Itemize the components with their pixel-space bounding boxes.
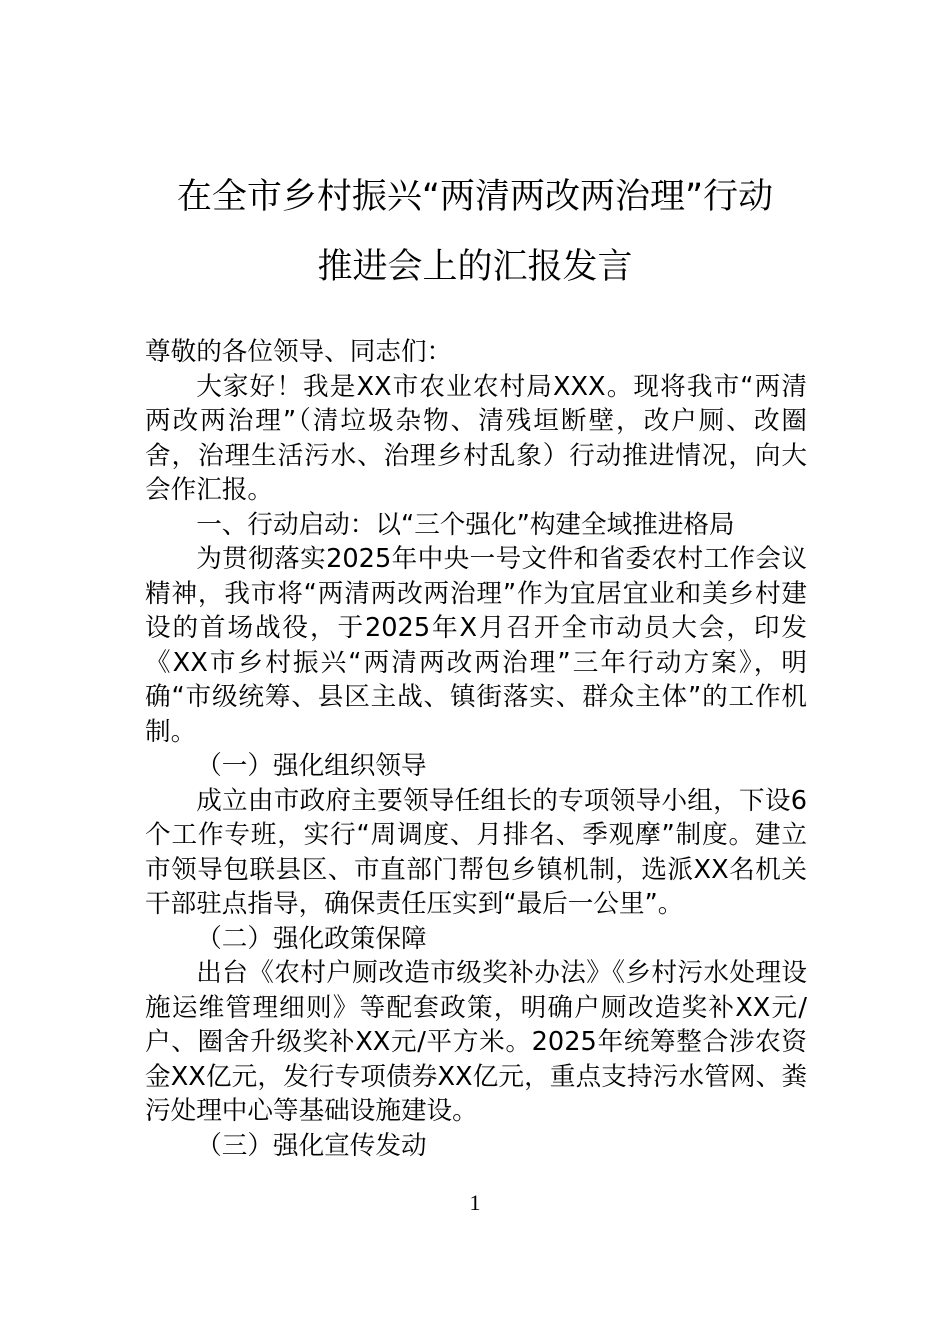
salutation: 尊敬的各位领导、同志们： bbox=[145, 337, 453, 367]
paragraph-policy: 出台《农村户厕改造市级奖补办法》《乡村污水处理设施运维管理细则》等配套政策，明确户厕改造奖补XX元/户、圈舍升级奖补XX元/平方米。2025年统筹整合涉农资金XX亿元，发行专项债券XX亿元，重点支持污水管网、粪污处理中心等基础设施建设。 bbox=[145, 958, 807, 1126]
subheading-2: （二）强化政策保障 bbox=[196, 923, 427, 954]
page-number: 1 bbox=[469, 1190, 481, 1215]
subheading-1: （一）强化组织领导 bbox=[196, 751, 427, 781]
paragraph-organization: 成立由市政府主要领导任组长的专项领导小组，下设6个工作专班，实行“周调度、月排名、季观摩”制度。建立市领导包联县区、市直部门帮包乡镇机制，选派XX名机关干部驻点指导，确保责任压实到“最后一公里”。 bbox=[145, 785, 807, 919]
document-body bbox=[145, 335, 807, 1163]
subheading-3: （三）强化宣传发动 bbox=[196, 1130, 427, 1161]
paragraph-launch: 为贯彻落实2025年中央一号文件和省委农村工作会议精神，我市将“两清两改两治理”作为宜居宜业和美乡村建设的首场战役，于2025年X月召开全市动员大会，印发《XX市乡村振兴“两清两改两治理”三年行动方案》，明确“市级统筹、县区主战、镇街落实、群众主体”的工作机制。 bbox=[145, 544, 807, 747]
paragraph-greeting: 大家好！我是XX市农业农村局XXX。现将我市“两清两改两治理”（清垃圾杂物、清残垣断壁，改户厕、改圈舍，治理生活污水、治理乡村乱象）行动推进情况，向大会作汇报。 bbox=[145, 371, 807, 505]
section-heading-1: 一、行动启动：以“三个强化”构建全域推进格局 bbox=[196, 509, 735, 540]
document-title-line-2: 推进会上的汇报发言 bbox=[317, 247, 633, 287]
document-title-line-1: 在全市乡村振兴“两清两改两治理”行动 bbox=[176, 177, 774, 217]
